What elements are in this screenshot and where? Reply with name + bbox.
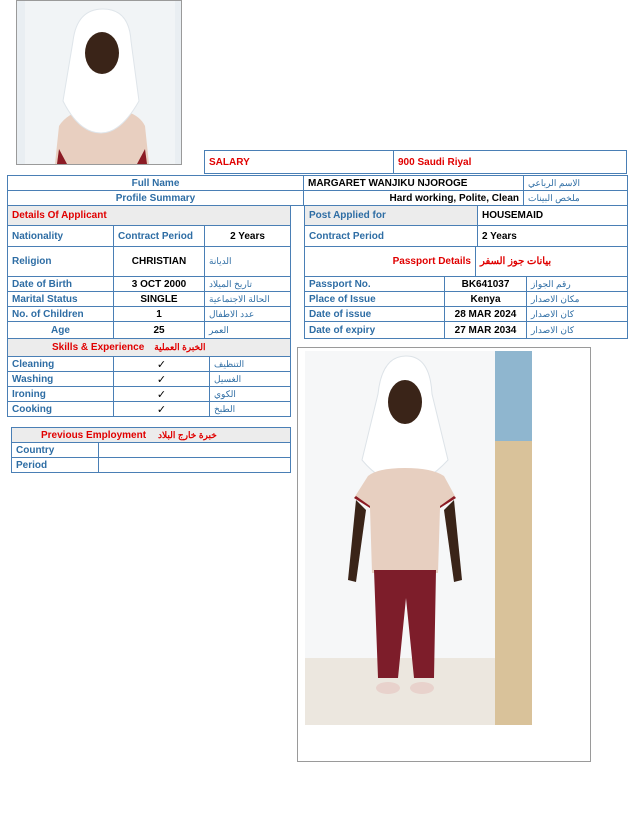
portrait-photo bbox=[16, 0, 182, 165]
passport-section-title-arabic: بيانات جوز السفر bbox=[475, 246, 628, 277]
skill-ironing-arabic: الكوي bbox=[209, 386, 291, 402]
children-label: No. of Children bbox=[7, 306, 114, 322]
contract-period-label: Contract Period bbox=[113, 225, 205, 247]
employment-section-title: Previous Employment bbox=[41, 429, 147, 441]
age-label: Age bbox=[7, 321, 114, 339]
date-of-issue-label: Date of issue bbox=[304, 306, 445, 322]
dob-value: 3 OCT 2000 bbox=[113, 276, 205, 292]
skill-ironing-check: ✓ bbox=[113, 386, 210, 402]
employment-country-label: Country bbox=[11, 442, 99, 458]
full-length-image bbox=[298, 348, 590, 761]
full-length-photo bbox=[297, 347, 591, 762]
date-of-issue-value: 28 MAR 2024 bbox=[444, 306, 527, 322]
children-value: 1 bbox=[113, 306, 205, 322]
skill-cleaning-arabic: التنظيف bbox=[209, 356, 291, 372]
religion-arabic: الديانة bbox=[204, 246, 291, 277]
age-value: 25 bbox=[113, 321, 205, 339]
employment-period-value bbox=[98, 457, 291, 473]
employment-country-value bbox=[98, 442, 291, 458]
full-name-arabic: الاسم الرباعي bbox=[523, 175, 628, 191]
contract-period-value: 2 Years bbox=[204, 225, 291, 247]
date-of-expiry-arabic: كان الاصدار bbox=[526, 321, 628, 339]
salary-label: SALARY bbox=[204, 150, 394, 174]
skill-cooking-label: Cooking bbox=[7, 401, 114, 417]
place-of-issue-label: Place of Issue bbox=[304, 291, 445, 307]
employment-section-header bbox=[11, 427, 291, 443]
skills-section-title: Skills & Experience bbox=[52, 342, 145, 353]
salary-value: 900 Saudi Riyal bbox=[393, 150, 627, 174]
summary-arabic: ملخص البينات bbox=[523, 190, 628, 206]
dob-label: Date of Birth bbox=[7, 276, 114, 292]
religion-value: CHRISTIAN bbox=[113, 246, 205, 277]
full-name-value: MARGARET WANJIKU NJOROGE bbox=[303, 175, 524, 191]
skills-section-title-arabic: الخبرة العملية bbox=[154, 342, 206, 352]
post-applied-label: Post Applied for bbox=[304, 205, 478, 226]
summary-label: Profile Summary bbox=[7, 190, 304, 206]
religion-label: Religion bbox=[7, 246, 114, 277]
place-of-issue-arabic: مكان الاصدار bbox=[526, 291, 628, 307]
post-applied-value: HOUSEMAID bbox=[477, 205, 628, 226]
passport-no-label: Passport No. bbox=[304, 276, 445, 292]
date-of-issue-arabic: كان الاصدار bbox=[526, 306, 628, 322]
skill-washing-label: Washing bbox=[7, 371, 114, 387]
skills-section-header bbox=[7, 338, 291, 357]
skill-cleaning-check: ✓ bbox=[113, 356, 210, 372]
skill-washing-arabic: الغسيل bbox=[209, 371, 291, 387]
employment-section-title-arabic: خبرة خارج البلاد bbox=[158, 429, 217, 440]
applicant-section-title: Details Of Applicant bbox=[7, 205, 291, 226]
skill-washing-check: ✓ bbox=[113, 371, 210, 387]
passport-no-arabic: رقم الجواز bbox=[526, 276, 628, 292]
full-name-label: Full Name bbox=[7, 175, 304, 191]
nationality-label: Nationality bbox=[7, 225, 114, 247]
date-of-expiry-label: Date of expiry bbox=[304, 321, 445, 339]
marital-status-arabic: الحالة الاجتماعية bbox=[204, 291, 291, 307]
passport-no-value: BK641037 bbox=[444, 276, 527, 292]
place-of-issue-value: Kenya bbox=[444, 291, 527, 307]
skill-cleaning-label: Cleaning bbox=[7, 356, 114, 372]
dob-arabic: تاريخ الميلاد bbox=[204, 276, 291, 292]
post-contract-label: Contract Period bbox=[304, 225, 478, 247]
age-arabic: العمر bbox=[204, 321, 291, 339]
marital-status-value: SINGLE bbox=[113, 291, 205, 307]
date-of-expiry-value: 27 MAR 2034 bbox=[444, 321, 527, 339]
skill-ironing-label: Ironing bbox=[7, 386, 114, 402]
summary-value: Hard working, Polite, Clean bbox=[303, 190, 524, 206]
portrait-image bbox=[17, 1, 181, 164]
passport-section-title: Passport Details bbox=[304, 246, 476, 277]
children-arabic: عدد الاطفال bbox=[204, 306, 291, 322]
post-contract-value: 2 Years bbox=[477, 225, 628, 247]
marital-status-label: Marital Status bbox=[7, 291, 114, 307]
skill-cooking-check: ✓ bbox=[113, 401, 210, 417]
employment-period-label: Period bbox=[11, 457, 99, 473]
skill-cooking-arabic: الطبخ bbox=[209, 401, 291, 417]
